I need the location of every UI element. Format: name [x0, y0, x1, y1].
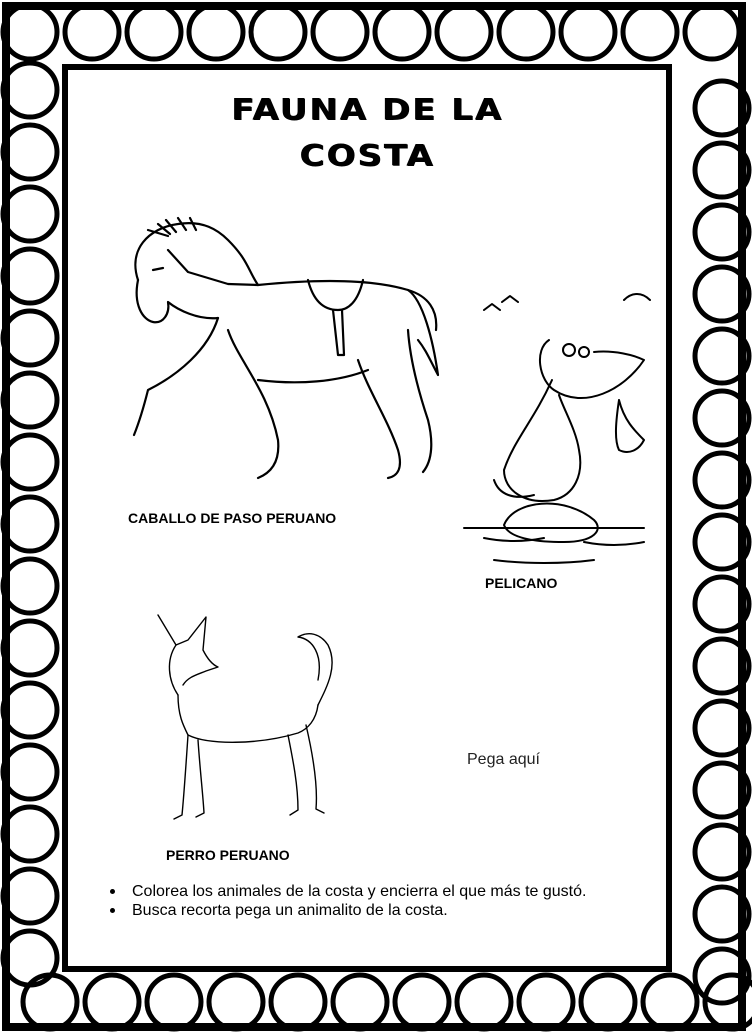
dog-icon: [148, 605, 348, 835]
caption-dog: PERRO PERUANO: [166, 847, 290, 863]
page-title-line2: COSTA: [299, 139, 435, 173]
page-title-line1: FAUNA DE LA: [230, 93, 504, 127]
instruction-item: Busca recorta pega un animalito de la costa.: [98, 901, 658, 920]
caption-horse: CABALLO DE PASO PERUANO: [128, 510, 337, 526]
horse-icon: [108, 210, 448, 490]
pelican-icon: [444, 280, 664, 570]
worksheet-panel: [62, 64, 672, 972]
paste-here-label: Pega aquí: [467, 751, 540, 768]
instructions-list: [98, 882, 658, 920]
caption-pelican: PELICANO: [485, 575, 558, 591]
instruction-item: Colorea los animales de la costa y encierra el que más te gustó.: [98, 882, 658, 901]
